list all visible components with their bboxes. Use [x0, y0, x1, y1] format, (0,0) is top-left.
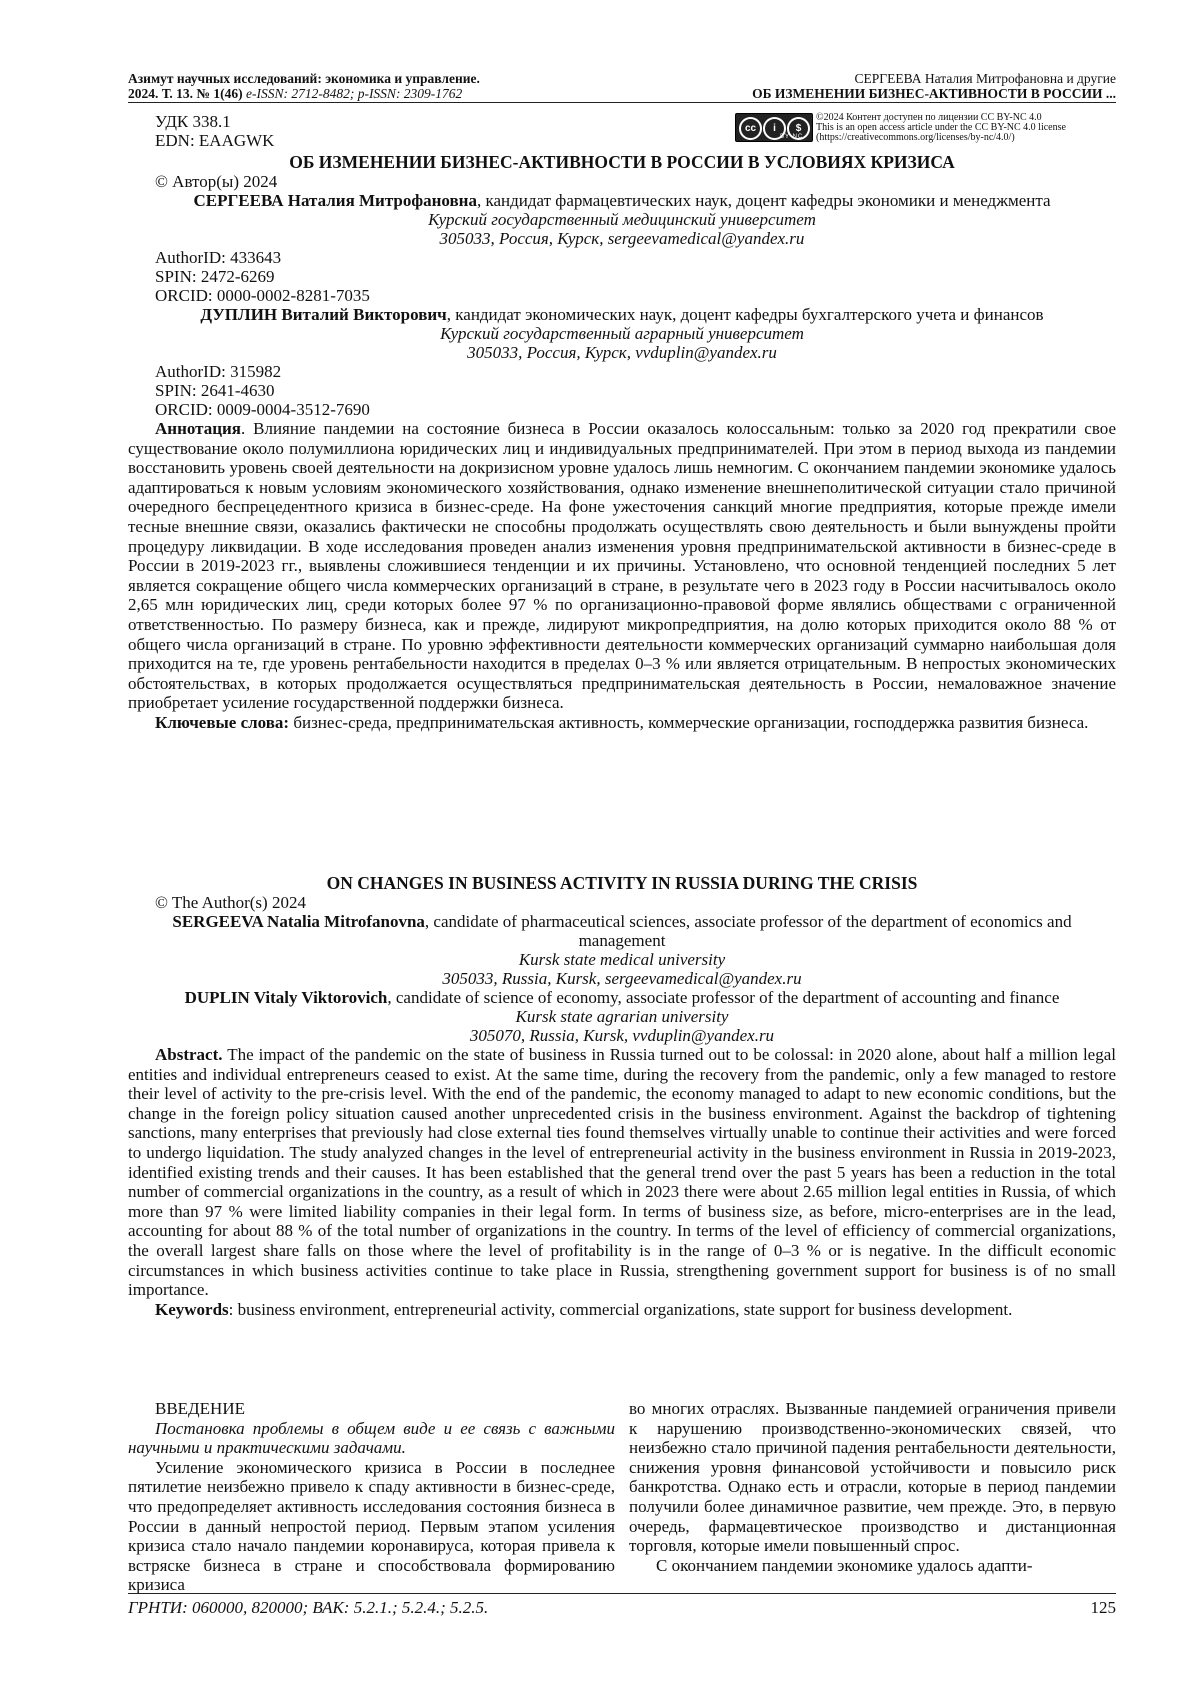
page-number: 125 [1090, 1598, 1116, 1617]
ru-author1-name: СЕРГЕЕВА Наталия Митрофановна [193, 191, 477, 210]
ru-author2-orcid: ORCID: 0009-0004-3512-7690 [155, 400, 370, 419]
en-keywords-label: Keywords [155, 1299, 229, 1319]
running-title-block [752, 71, 1116, 101]
en-title: ON CHANGES IN BUSINESS ACTIVITY IN RUSSIA DURING THE CRISIS [326, 873, 918, 893]
left-paragraph: Усиление экономического кризиса в России в последнее пятилетие неизбежно привело к спаду активности в бизнес-среде, что предопределяет активность исследования состояния бизнеса в России в данный непростой период. Первым этапом усиления кризиса стало начало пандемии коронавируса, которая привела к встряске бизнеса в стране и способствовала формированию кризиса [128, 1457, 615, 1595]
en-keywords-text: : business environment, entrepreneurial activity, commercial organizations, state support for business development. [228, 1299, 1013, 1319]
running-title: ОБ ИЗМЕНЕНИИ БИЗНЕС-АКТИВНОСТИ В РОССИИ ... [752, 86, 1116, 101]
page-footer [128, 1598, 1116, 1618]
license-block [735, 113, 1121, 143]
section-heading: ВВЕДЕНИЕ [155, 1399, 245, 1418]
nc-circle-icon: $ [787, 117, 810, 140]
ru-author1-desc: , кандидат фармацевтических наук, доцент кафедры экономики и менеджмента [476, 191, 1051, 210]
en-abstract-text: The impact of the pandemic on the state of business in Russia turned out to be colossal: in 2020 alone, about half a million legal entities and individual entrepreneurs ceased to exist. At the same time, during the recovery from the pandemic, only a few managed to restore their level of activity to the pre-crisis level. With the end of the pandemic, the economy managed to adapt to new economic conditions, but the change in the foreign policy situation caused another unprecedented crisis in the business environment. Against the backdrop of tightening sanctions, many enterprises that previously had close external ties found themselves virtually unable to continue their activities and were forced to undergo liquidation. The study analyzed changes in the level of entrepreneurial activity in the business environment in Russia in 2019-2023, identified existing trends and their causes. It has been established that the general trend over the past 5 years has been a reduction in the total number of commercial organizations in the country, as a result of which in 2023 there were about 2.65 million legal entities in Russia, of which more than 97 % were limited liability companies in their legal form. In terms of business size, as before, micro-enterprises are in the lead, accounting for about 88 % of the total number of organizations in the country. In terms of the level of efficiency of commercial organizations, the overall largest share falls on those where the level of profitability is in the range of 0–3 % or is negative. In the difficult economic circumstances in which business activities continue to take place in Russia, strengthening government support for business is of no small importance. [128, 1045, 1116, 1300]
ru-author1 [128, 191, 1116, 210]
ru-author2-org: Курский государственный аграрный университет [440, 324, 804, 343]
right-paragraph-1: во многих отраслях. Вызванные пандемией ограничения привели к нарушению производственно-экономических связей, что неизбежно стало причиной падения рентабельности деятельности, снижения уровня финансовой устойчивости и повысило риск банкротства. Однако есть и отрасли, которые в период пандемии получили более динамичное развитие, чем прежде. Это, в первую очередь, фармацевтическое производство и дистанционная торговля, которые имели повышенный спрос. [629, 1399, 1116, 1556]
en-section [128, 873, 1116, 1319]
ru-author1-orcid: ORCID: 0000-0002-8281-7035 [155, 286, 370, 305]
ru-author1-authorid: AuthorID: 433643 [155, 248, 282, 267]
ru-author1-spin: SPIN: 2472-6269 [155, 267, 275, 286]
udk: УДК 338.1 [155, 112, 231, 131]
ru-abstract-text: . Влияние пандемии на состояние бизнеса в России оказалось колоссальным: только за 2020 год прекратили свое существование около полумиллиона юридических лиц и индивидуальных предпринимателей. При этом в период выхода из пандемии восстановить уровень своей деятельности на докризисном уровне удалось лишь немногим. С окончанием пандемии экономике удалось адаптироваться к новым условиям экономического хозяйствования, однако изменение внешнеполитической ситуации стало причиной очередного беспрецедентного кризиса в бизнес-среде. На фоне ужесточения санкций многие предприятия, которые прежде имели тесные внешние связи, оказались фактически не способны продолжать осуществлять свою деятельность и были вынуждены пройти процедуру ликвидации. В ходе исследования проведен анализ изменения уровня предпринимательской активности в бизнес-среде в России в 2019-2023 гг., выявлены сложившиеся тенденции и их причины. Установлено, что основной тенденцией последних 5 лет является сокращение общего числа коммерческих организаций в стране, в результате чего в 2023 году в России насчитывалось около 2,65 млн юридических лиц, среди которых более 97 % по организационно-правовой форме являлись обществами с ограниченной ответственностью. По размеру бизнеса, как и прежде, лидируют микропредприятия, на долю которых приходится около 88 % от общего числа организаций в стране. По уровню эффективности деятельности коммерческих организаций суммарно наибольшая доля приходится на те, где уровень рентабельности находится в пределах 0–3 % или является отрицательным. В непростых экономических обстоятельствах, в которых продолжается осуществляться предпринимательская деятельность в России, немаловажное значение приобретает усиление государственной поддержки бизнеса. [128, 419, 1116, 713]
section-subheading: Постановка проблемы в общем виде и ее связь с важными научными и практическими задачами. [128, 1418, 615, 1458]
en-author1-desc: , candidate of pharmaceutical sciences, associate professor of the department of economics and management [424, 912, 1072, 950]
en-author2-addr: 305070, Russia, Kursk, vvduplin@yandex.ru [469, 1026, 775, 1045]
ru-author2-spin: SPIN: 2641-4630 [155, 381, 275, 400]
header-divider [128, 102, 1116, 103]
ru-keywords-text: бизнес-среда, предпринимательская активность, коммерческие организации, господдержка развития бизнеса. [289, 712, 1089, 732]
ru-abstract-label: Аннотация [155, 419, 241, 438]
en-author1-org: Kursk state medical university [518, 950, 726, 969]
classification-codes: ГРНТИ: 060000, 820000; ВАК: 5.2.1.; 5.2.4.; 5.2.5. [128, 1598, 489, 1617]
en-abstract-label: Abstract. [155, 1045, 223, 1064]
en-keywords [128, 1300, 1116, 1320]
en-copyright: © The Author(s) 2024 [155, 893, 306, 912]
ru-section [128, 152, 1116, 733]
en-author1-addr: 305033, Russia, Kursk, sergeevamedical@yandex.ru [442, 969, 802, 988]
ru-author1-ids [128, 248, 1116, 305]
body-left-column [128, 1399, 615, 1595]
ru-author2-desc: , кандидат экономических наук, доцент кафедры бухгалтерского учета и финансов [446, 305, 1044, 324]
article-meta [155, 112, 274, 150]
license-text [816, 113, 1121, 143]
en-abstract [128, 1045, 1116, 1300]
cc-by-nc-icon [735, 113, 813, 142]
license-line-1: ©2024 Контент доступен по лицензии CC BY-NC 4.0 [816, 112, 1042, 123]
license-line-2: This is an open access article under the CC BY-NC 4.0 license [816, 122, 1066, 133]
ru-keywords [128, 713, 1116, 733]
en-author1 [128, 912, 1116, 950]
en-author2-desc: , candidate of science of economy, associate professor of the department of accounting and finance [387, 988, 1060, 1007]
ru-author1-addr: 305033, Россия, Курск, sergeevamedical@yandex.ru [439, 229, 805, 248]
ru-author2-ids [128, 362, 1116, 419]
en-author2-name: DUPLIN Vitaly Viktorovich [184, 988, 388, 1007]
ru-copyright: © Автор(ы) 2024 [155, 172, 278, 191]
right-paragraph-2: С окончанием пандемии экономике удалось адапти- [656, 1555, 1033, 1575]
cc-circle-icon: cc [739, 117, 762, 140]
journal-issn: e-ISSN: 2712-8482; p-ISSN: 2309-1762 [242, 86, 463, 101]
journal-volume: 2024. Т. 13. № 1(46) [128, 86, 243, 101]
ru-author2-authorid: AuthorID: 315982 [155, 362, 282, 381]
en-author2-org: Kursk state agrarian university [515, 1007, 729, 1026]
en-author1-name: SERGEEVA Natalia Mitrofanovna [172, 912, 425, 931]
ru-keywords-label: Ключевые слова: [155, 712, 290, 732]
ru-abstract [128, 419, 1116, 713]
license-line-3: (https://creativecommons.org/licenses/by-nc/4.0/) [816, 132, 1015, 143]
footer-divider [128, 1593, 1116, 1594]
ru-title: ОБ ИЗМЕНЕНИИ БИЗНЕС-АКТИВНОСТИ В РОССИИ В УСЛОВИЯХ КРИЗИСА [289, 152, 955, 172]
by-circle-icon: i [763, 117, 786, 140]
journal-name: Азимут научных исследований: экономика и управление. [128, 71, 480, 86]
authors-short: СЕРГЕЕВА Наталия Митрофановна и другие [854, 71, 1116, 86]
journal-info [128, 71, 480, 101]
ru-author2-name: ДУПЛИН Виталий Викторович [200, 305, 447, 324]
ru-author2 [128, 305, 1116, 324]
ru-author2-addr: 305033, Россия, Курск, vvduplin@yandex.ru [467, 343, 777, 362]
body-right-column [629, 1399, 1116, 1575]
ru-author1-org: Курский государственный медицинский университет [428, 210, 816, 229]
en-author2 [128, 988, 1116, 1007]
edn: EDN: EAAGWK [155, 131, 275, 150]
cc-badge-label: BY NC [780, 134, 804, 140]
